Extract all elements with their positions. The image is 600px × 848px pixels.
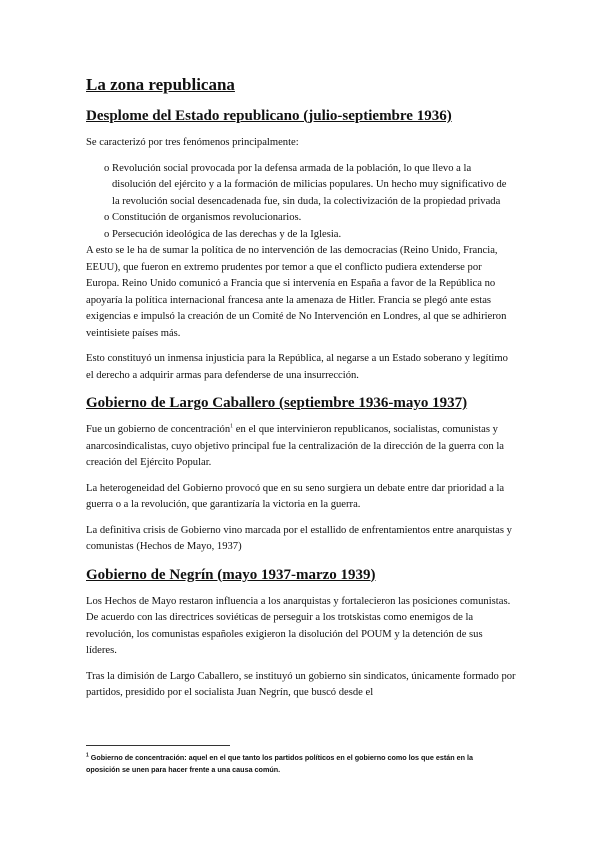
- list-item-text: Persecución ideológica de las derechas y de la Iglesia.: [112, 228, 342, 240]
- bullet-marker: o: [104, 212, 110, 223]
- footnote-marker: 1: [86, 752, 89, 759]
- bullet-marker: o: [104, 162, 110, 174]
- section2-paragraph: La definitiva crisis de Gobierno vino marcada por el estallido de enfrentamientos entre anarquistas y comunistas (Hechos de Mayo, 1937): [86, 524, 512, 552]
- footnote-reference[interactable]: 1: [230, 423, 234, 430]
- phenomena-list: [86, 161, 516, 244]
- list-item-text: Constitución de organismos revolucionarios.: [112, 212, 302, 223]
- section-heading-negrin: Gobierno de Negrín (mayo 1937-marzo 1939): [86, 566, 376, 583]
- list-item: [86, 210, 516, 227]
- bullet-marker: o: [104, 228, 110, 240]
- section2-paragraph: [86, 422, 516, 472]
- paragraph-lead: Fue un gobierno de concentración: [86, 424, 231, 435]
- section2-paragraph: La heterogeneidad del Gobierno provocó que en su seno surgiera un debate entre dar prioridad a la guerra o a la revolución, que garantizaría la victoria en la guerra.: [86, 482, 505, 510]
- list-item-text: Revolución social provocada por la defensa armada de la población, lo que llevo a la disolución del ejército y a la formación de milicias populares. Un hecho muy significativo de la revolución social desencadenada fue, sin duda, la colectivización de la propiedad privada: [112, 162, 507, 207]
- footnote: [86, 752, 506, 775]
- section3-paragraph: Los Hechos de Mayo restaron influencia a los anarquistas y fortalecieron las posiciones comunistas. De acuerdo con las directrices soviéticas de perseguir a los trotskistas como enemigos de la revolución, los comunistas españoles exigieron la disolución del POUM y la detención de sus líderes.: [86, 595, 511, 656]
- paragraph-rest: en el que intervinieron republicanos, socialistas, comunistas y anarcosindicalistas, cuyo objetivo principal fue la centralización de la dirección de la guerra con la creación del Ejército Popular.: [86, 424, 504, 468]
- list-item: [86, 227, 516, 244]
- section-heading-largo-caballero: Gobierno de Largo Caballero (septiembre 1936-mayo 1937): [86, 395, 468, 411]
- section3-paragraph: Tras la dimisión de Largo Caballero, se instituyó un gobierno sin sindicatos, únicamente formado por partidos, presidido por el socialista Juan Negrín, que buscó desde el: [86, 670, 516, 698]
- list-item: [86, 161, 516, 211]
- section1-intro: Se caracterizó por tres fenómenos principalmente:: [86, 137, 299, 148]
- footnote-divider: [86, 745, 230, 746]
- document-page: [86, 74, 516, 702]
- section1-paragraph: Esto constituyó un inmensa injusticia para la República, al negarse a un Estado soberano y legítimo el derecho a adquirir armas para defenderse de una insurrección.: [86, 353, 508, 381]
- page-title: La zona republicana: [86, 75, 235, 94]
- section1-paragraph: A esto se le ha de sumar la política de no intervención de las democracias (Reino Unido, Francia, EEUU), que fueron en extremo prudentes por temor a que el conflicto pudiera extenderse por Europa. Reino Unido comunicó a Francia que si intervenía en España a favor de la República no apoyaría la política internacional francesa ante la amenaza de Hitler. Francia se plegó ante estas exigencias e impulsó la creación de un Comité de No Intervención en Londres, al que se adhirieron veintisiete países más.: [86, 245, 507, 339]
- section-heading-desplome: Desplome del Estado republicano (julio-septiembre 1936): [86, 108, 452, 124]
- footnote-text: Gobierno de concentración: aquel en el que tanto los partidos políticos en el gobierno como los que están en la oposición se unen para hacer frente a una causa común.: [86, 753, 473, 774]
